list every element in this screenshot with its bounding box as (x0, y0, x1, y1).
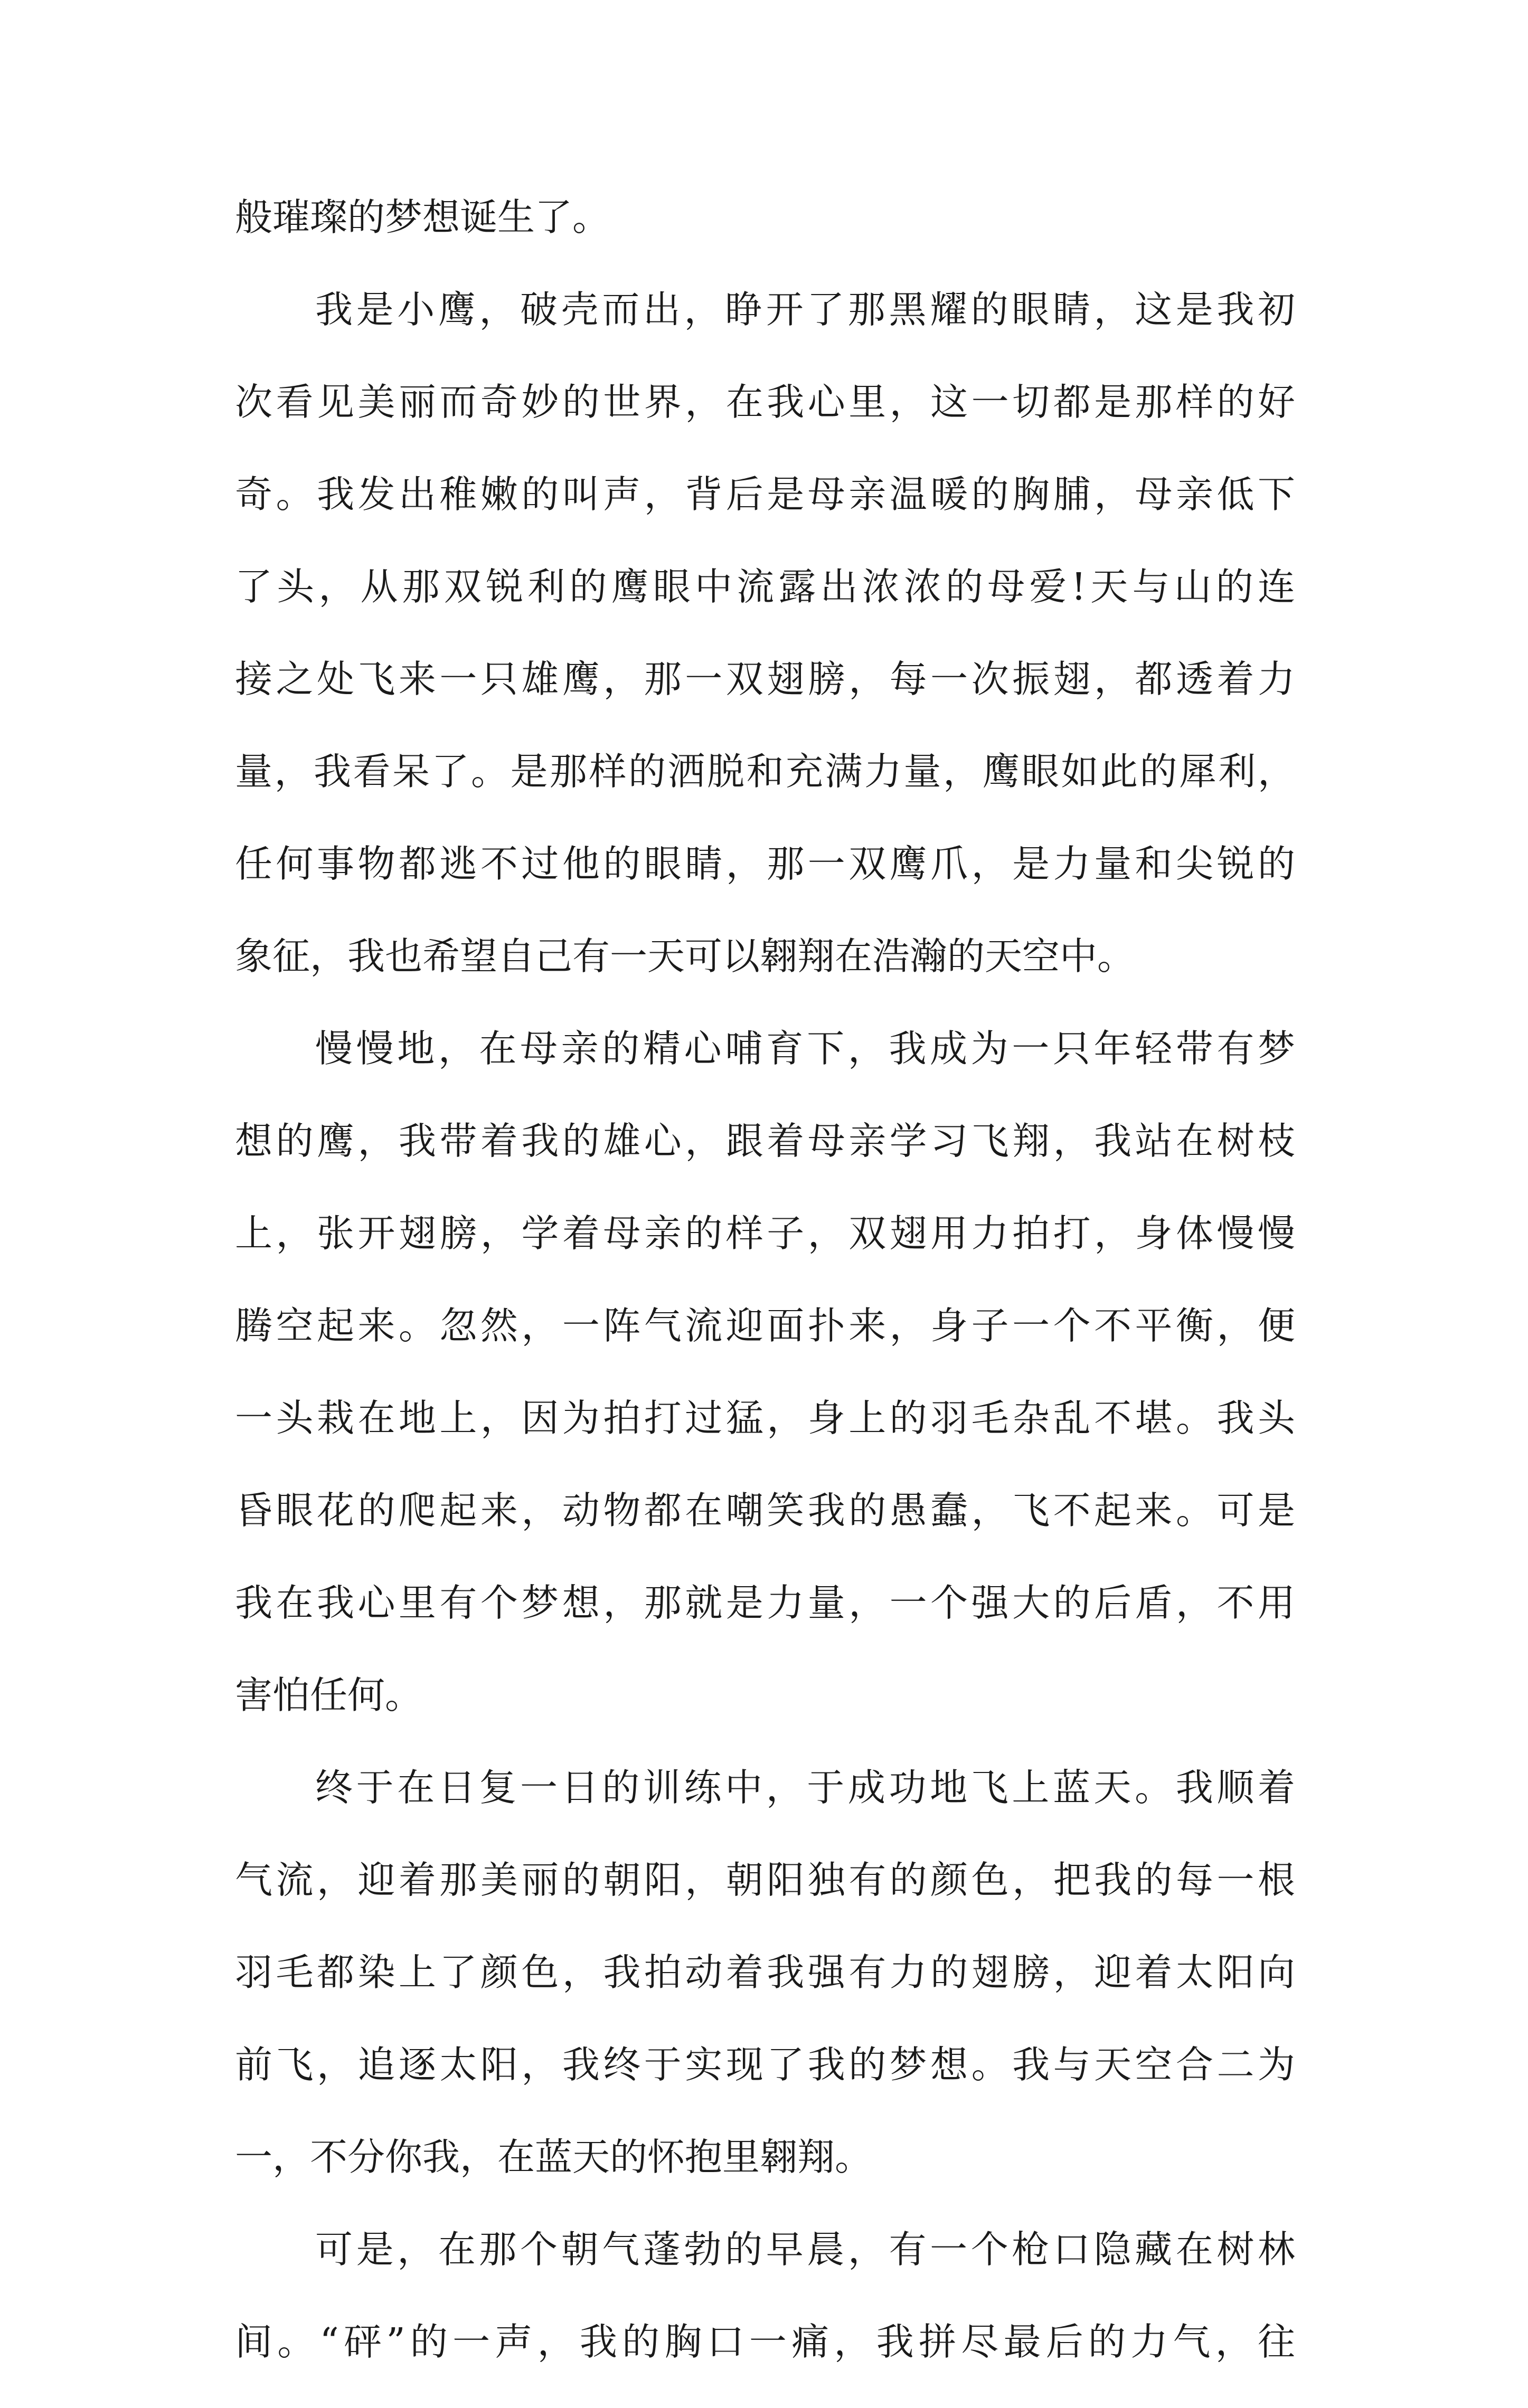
text-line: 任何事物都逃不过他的眼睛，那一双鹰爪，是力量和尖锐的 (235, 842, 1295, 886)
text-line: 可是，在那个朝气蓬勃的早晨，有一个枪口隐藏在树林 (315, 2227, 1295, 2271)
text-line: 量，我看呆了。是那样的洒脱和充满力量，鹰眼如此的犀利， (235, 750, 1295, 793)
essay-body (235, 191, 1295, 2408)
text-line: 间。“砰”的一声，我的胸口一痛，我拼尽最后的力气，往 (235, 2320, 1295, 2364)
text-line: 次看见美丽而奇妙的世界，在我心里，这一切都是那样的好 (235, 380, 1295, 424)
text-line: 想的鹰，我带着我的雄心，跟着母亲学习飞翔，我站在树枝 (235, 1119, 1295, 1163)
text-line: 终于在日复一日的训练中，于成功地飞上蓝天。我顺着 (315, 1766, 1295, 1809)
text-line: 了头，从那双锐利的鹰眼中流露出浓浓的母爱!天与山的连 (235, 565, 1295, 609)
text-line: 害怕任何。 (235, 1673, 423, 1717)
text-line: 慢慢地，在母亲的精心哺育下，我成为一只年轻带有梦 (315, 1027, 1295, 1070)
text-line: 羽毛都染上了颜色，我拍动着我强有力的翅膀，迎着太阳向 (235, 1950, 1295, 1994)
text-line: 一，不分你我，在蓝天的怀抱里翱翔。 (235, 2135, 873, 2179)
text-line: 接之处飞来一只雄鹰，那一双翅膀，每一次振翅，都透着力 (235, 657, 1295, 701)
text-line: 前飞，追逐太阳，我终于实现了我的梦想。我与天空合二为 (235, 2043, 1295, 2087)
text-line: 般璀璨的梦想诞生了。 (235, 195, 610, 239)
text-line: 一头栽在地上，因为拍打过猛，身上的羽毛杂乱不堪。我头 (235, 1396, 1295, 1440)
text-line: 上，张开翅膀，学着母亲的样子，双翅用力拍打，身体慢慢 (235, 1211, 1295, 1255)
text-line: 奇。我发出稚嫩的叫声，背后是母亲温暖的胸脯，母亲低下 (235, 472, 1295, 516)
text-line: 腾空起来。忽然，一阵气流迎面扑来，身子一个不平衡，便 (235, 1304, 1295, 1348)
text-line: 象征，我也希望自己有一天可以翱翔在浩瀚的天空中。 (235, 934, 1135, 978)
text-line: 昏眼花的爬起来，动物都在嘲笑我的愚蠢，飞不起来。可是 (235, 1489, 1295, 1532)
text-line: 我在我心里有个梦想，那就是力量，一个强大的后盾，不用 (235, 1581, 1295, 1625)
text-line: 我是小鹰，破壳而出，睁开了那黑耀的眼睛，这是我初 (315, 288, 1295, 331)
text-line: 气流，迎着那美丽的朝阳，朝阳独有的颜色，把我的每一根 (235, 1858, 1295, 1902)
